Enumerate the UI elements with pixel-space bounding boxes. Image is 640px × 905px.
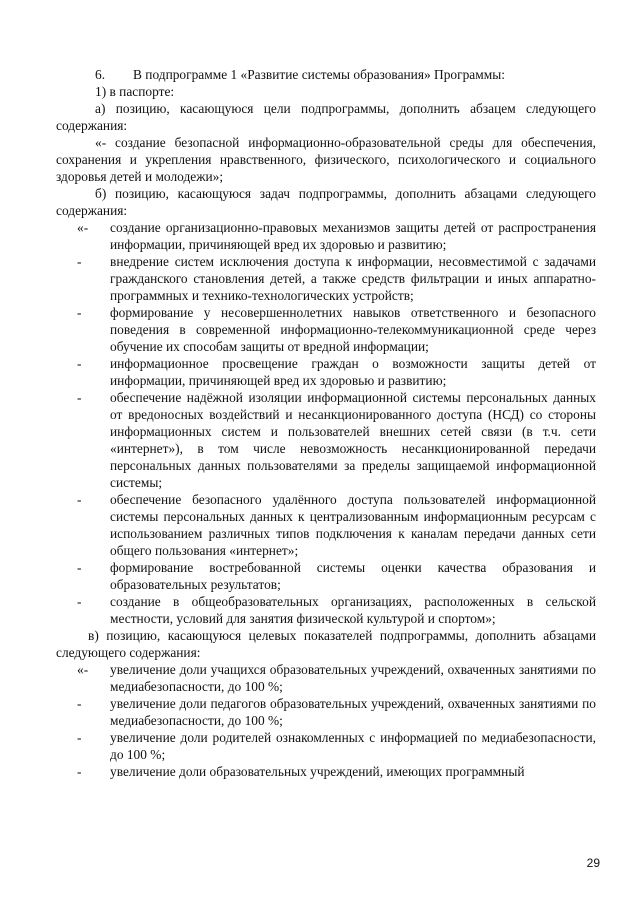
section-number: 6. (95, 67, 106, 82)
list-bullet: - (77, 560, 82, 575)
list-item-text: формирование у несовершеннолетних навыков ответственного и безопасного поведения в современной информационно-телекоммуникационной среде через обучение их способам защиты от вредной информации; (110, 305, 596, 354)
list-item (56, 695, 596, 729)
list-item (56, 219, 596, 253)
list-item (56, 355, 596, 389)
list-bullet: - (77, 696, 82, 711)
list-item (56, 661, 596, 695)
list-item (56, 389, 596, 491)
list-bullet: - (77, 730, 82, 745)
list-item-text: увеличение доли учащихся образовательных учреждений, охваченных занятиями по медиабезопасности, до 100 %; (110, 662, 596, 694)
paragraph-a-quote: «- создание безопасной информационно-образовательной среды для обеспечения, сохранения и укрепления нравственного, физического, психологического и социального здоровья детей и молодежи»; (56, 135, 596, 184)
document-body (56, 66, 596, 780)
section-heading (56, 66, 596, 83)
list-item-text: информационное просвещение граждан о возможности защиты детей от информации, причиняющей вред их здоровью и развитию; (110, 356, 596, 388)
list-item-text: создание организационно-правовых механизмов защиты детей от распространения информации, причиняющей вред их здоровью и развитию; (110, 220, 596, 252)
list-bullet: - (77, 254, 82, 269)
list-item (56, 253, 596, 304)
section-title: В подпрограмме 1 «Развитие системы образования» Программы: (133, 67, 505, 82)
list-item-text: увеличение доли педагогов образовательных учреждений, охваченных занятиями по медиабезопасности, до 100 %; (110, 696, 596, 728)
list-item-text: создание в общеобразовательных организациях, расположенных в сельской местности, условий для занятия физической культурой и спортом»; (110, 594, 596, 626)
item-1: 1) в паспорте: (95, 84, 175, 99)
list-item-text: обеспечение надёжной изоляции информационной системы персональных данных от вредоносных воздействий и несанкционированного доступа (НСД) со стороны информационных систем и пользователей внешних сетей связи (в т.ч. сети «интернет»), в том числе невозможность несанкционированной передачи персональных данных пользователями за пределы защищаемой информационной системы; (110, 390, 596, 490)
list-b (56, 219, 596, 627)
list-item (56, 559, 596, 593)
list-bullet: - (77, 594, 82, 609)
paragraph-b: б) позицию, касающуюся задач подпрограммы, дополнить абзацами следующего содержания: (56, 186, 596, 218)
list-item (56, 304, 596, 355)
list-bullet: - (77, 356, 82, 371)
list-bullet: «- (77, 220, 89, 235)
list-item (56, 593, 596, 627)
list-item-text: обеспечение безопасного удалённого доступа пользователей информационной системы персональных данных к централизованным информационным ресурсам с использованием различных типов подключения к каналам передачи данных сети общего пользования «интернет»; (110, 492, 596, 558)
list-bullet: - (77, 764, 82, 779)
list-bullet: - (77, 492, 82, 507)
list-item-text: увеличение доли родителей ознакомленных с информацией по медиабезопасности, до 100 %; (110, 730, 596, 762)
paragraph-a: а) позицию, касающуюся цели подпрограммы, дополнить абзацем следующего содержания: (56, 101, 596, 133)
list-item (56, 729, 596, 763)
page-number: 29 (586, 856, 600, 870)
list-item-text: увеличение доли образовательных учреждений, имеющих программный (110, 764, 525, 779)
list-item (56, 491, 596, 559)
list-item-text: внедрение систем исключения доступа к информации, несовместимой с задачами гражданского становления детей, а также средств фильтрации и иных аппаратно-программных и технико-технологических устройств; (110, 254, 596, 303)
list-bullet: «- (77, 662, 89, 677)
list-item-text: формирование востребованной системы оценки качества образования и образовательных результатов; (110, 560, 596, 592)
list-c (56, 661, 596, 780)
list-bullet: - (77, 305, 82, 320)
list-item (56, 763, 596, 780)
list-bullet: - (77, 390, 82, 405)
paragraph-c: в) позицию, касающуюся целевых показателей подпрограммы, дополнить абзацами следующего содержания: (56, 628, 596, 660)
